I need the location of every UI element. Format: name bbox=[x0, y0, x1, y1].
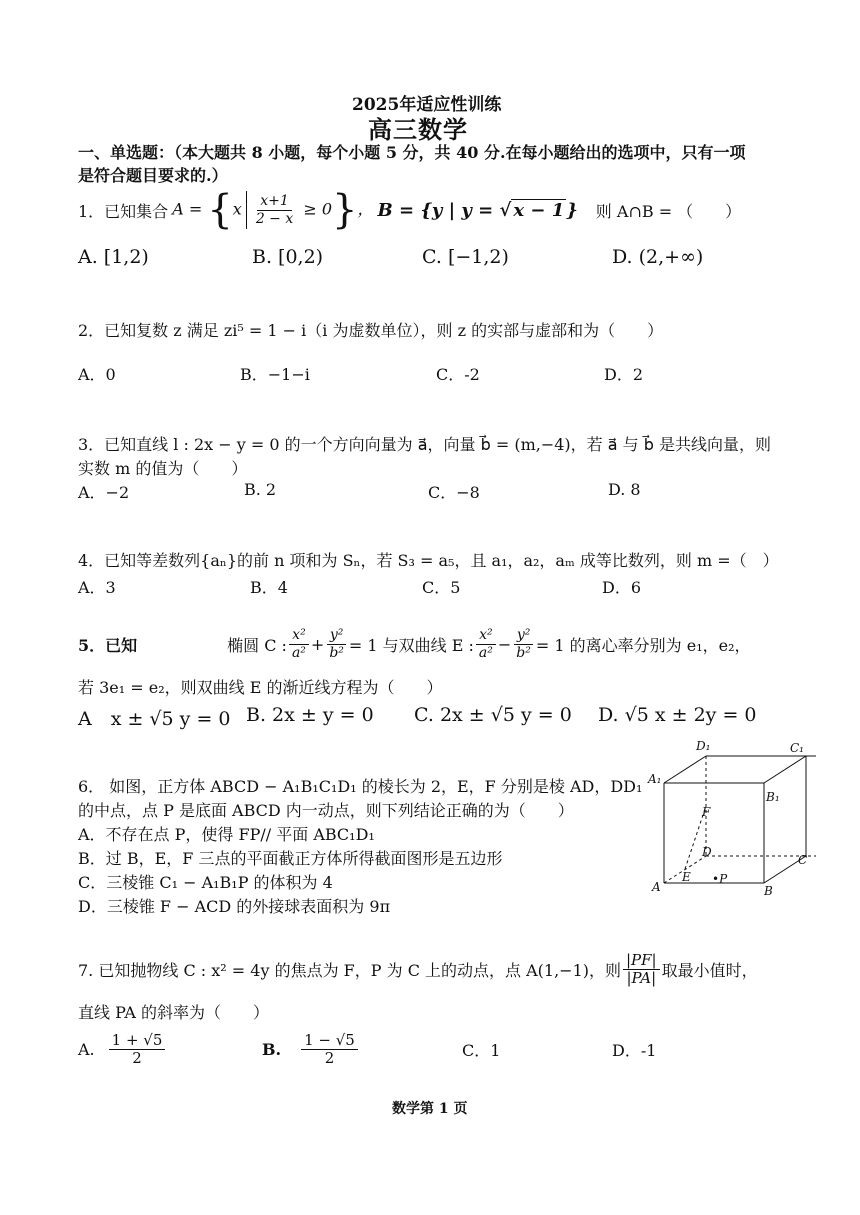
q5-ellipse-label: 椭圆 C : bbox=[227, 635, 287, 655]
section-heading-line2: 是符合题目要求的.） bbox=[78, 166, 228, 185]
q7-opt-a-num: 1 + √5 bbox=[109, 1032, 166, 1050]
q2-option-d: D．2 bbox=[604, 365, 644, 384]
q2-option-a: A．0 bbox=[78, 365, 116, 384]
question-3-line1: 3．已知直线 l : 2x − y = 0 的一个方向向量为 a⃗，向量 b⃗ = (m,−4)，若 a⃗ 与 b⃗ 是共线向量，则 bbox=[78, 435, 771, 454]
question-7-line1 bbox=[78, 944, 758, 994]
q4-option-d: D．6 bbox=[602, 578, 642, 597]
question-1 bbox=[78, 186, 741, 234]
label-d1: D₁ bbox=[696, 739, 711, 753]
q1-option-c: C. [−1,2) bbox=[422, 246, 509, 268]
question-3-line2: 实数 m 的值为（ ） bbox=[78, 459, 248, 478]
q3-option-c: C．−8 bbox=[428, 483, 480, 502]
q7-opt-b-den: 2 bbox=[324, 1048, 335, 1067]
question-5-line1: 5．已知 椭圆 C : $\frac{\text{x²}}{\text{a²}}$ + $\frac{\text{y²}}{\text{b²}}$ = 1 与双曲线 E : $\frac{\text{x²}}{\text{a²}}$ − $\frac{\text{y²}}{\text{b²}}$ = 1 的离心率分别为 e₁，e₂， bbox=[78, 626, 751, 661]
q1-prefix: 1．已知集合 bbox=[78, 201, 169, 221]
exam-title: 2025年适应性训练 bbox=[352, 95, 502, 115]
q5-option-b: B. 2x ± y = 0 bbox=[246, 704, 374, 726]
q7-option-d: D．-1 bbox=[612, 1041, 657, 1060]
q6-option-b: B．过 B，E，F 三点的平面截正方体所得截面图形是五边形 bbox=[78, 849, 503, 868]
q6-option-d: D．三棱锥 F − ACD 的外接球表面积为 9π bbox=[78, 897, 391, 916]
label-c1: C₁ bbox=[790, 741, 804, 755]
q3-option-b: B. 2 bbox=[244, 480, 277, 499]
q1-set-a: A = {x $\frac{x+1}{2 - x}$ ≥ 0}， bbox=[172, 187, 374, 233]
q7-option-a: A. $\frac{1 + √5}{2}$ bbox=[78, 1026, 167, 1072]
question-4: 4．已知等差数列{aₙ}的前 n 项和为 Sₙ，若 S₃ = a₅，且 a₁，a₂，aₘ 成等比数列，则 m =（ ） bbox=[78, 551, 779, 570]
question-5-line2: 若 3e₁ = e₂，则双曲线 E 的渐近线方程为（ ） bbox=[78, 678, 443, 697]
label-f: F bbox=[702, 805, 711, 819]
question-7-line2: 直线 PA 的斜率为（ ） bbox=[78, 1003, 270, 1022]
label-e: E bbox=[682, 870, 691, 884]
q7-option-b: B. $\frac{1 - √5}{2}$ bbox=[262, 1026, 360, 1072]
label-p: •P bbox=[712, 872, 728, 886]
q3-option-a: A．−2 bbox=[78, 483, 130, 502]
q5-prefix: 5．已知 bbox=[78, 635, 138, 655]
q7-opt-b-num: 1 − √5 bbox=[301, 1032, 358, 1050]
q2-option-c: C．-2 bbox=[436, 365, 480, 384]
q5-tail: = 1 的离心率分别为 e₁，e₂， bbox=[535, 635, 751, 655]
q1-option-b: B. [0,2) bbox=[252, 246, 324, 268]
section-heading-line1: 一、单选题：（本大题共 8 小题，每个小题 5 分，共 40 分.在每小题给出的选项中，只有一项 bbox=[78, 143, 746, 162]
q3-option-d: D. 8 bbox=[608, 480, 641, 499]
q4-option-c: C．5 bbox=[422, 578, 461, 597]
label-d: D bbox=[702, 845, 712, 859]
q5-option-d: D. √5 x ± 2y = 0 bbox=[598, 704, 757, 726]
q5-option-c: C. 2x ± √5 y = 0 bbox=[414, 704, 572, 726]
question-6-line1: 6． 如图，正方体 ABCD − A₁B₁C₁D₁ 的棱长为 2，E，F 分别是棱 AD，DD₁ bbox=[78, 777, 643, 796]
q1-set-b: B = {y | y = √ x − 1 } bbox=[377, 199, 578, 221]
label-c: C bbox=[798, 853, 808, 867]
label-b: B bbox=[764, 884, 773, 898]
question-6-line2: 的中点，点 P 是底面 ABCD 内一动点，则下列结论正确的为（ ） bbox=[78, 801, 574, 820]
q1-suffix: 则 A∩B = （ ） bbox=[595, 201, 742, 221]
label-a: A bbox=[652, 880, 661, 894]
q7-suffix: 取最小值时， bbox=[661, 960, 758, 980]
q4-option-a: A．3 bbox=[78, 578, 116, 597]
page-footer: 数学第 1 页 bbox=[392, 1101, 468, 1117]
q5-option-a: A x ± √5 y = 0 bbox=[78, 708, 231, 730]
q7-prefix: 7. 已知抛物线 C : x² = 4y 的焦点为 F，P 为 C 上的动点，点 A(1,−1)，则 bbox=[78, 960, 621, 980]
q1-option-d: D. (2,+∞) bbox=[612, 246, 704, 268]
label-b1: B₁ bbox=[766, 790, 780, 804]
q4-option-b: B．4 bbox=[250, 578, 288, 597]
q7-opt-a-den: 2 bbox=[132, 1048, 142, 1067]
edge-b1c1 bbox=[764, 756, 806, 783]
q7-frac-num: |PF| bbox=[623, 952, 660, 970]
q5-mid: = 1 与双曲线 E : bbox=[348, 635, 474, 655]
q6-option-a: A．不存在点 P，使得 FP// 平面 ABC₁D₁ bbox=[78, 825, 375, 844]
question-2: 2．已知复数 z 满足 zi⁵ = 1 − i（i 为虚数单位），则 z 的实部与虚部和为（ ） bbox=[78, 321, 664, 340]
q6-option-c: C．三棱锥 C₁ − A₁B₁P 的体积为 4 bbox=[78, 873, 333, 892]
q1-option-a: A. [1,2) bbox=[78, 246, 149, 268]
exam-subject: 高三数学 bbox=[368, 115, 468, 144]
q2-option-b: B．−1−i bbox=[240, 365, 310, 384]
q7-frac-den: |PA| bbox=[626, 968, 657, 987]
label-a1: A₁ bbox=[648, 772, 662, 786]
cube-figure bbox=[646, 738, 816, 902]
edge-a1d1 bbox=[664, 756, 706, 783]
q7-option-c: C．1 bbox=[462, 1041, 501, 1060]
